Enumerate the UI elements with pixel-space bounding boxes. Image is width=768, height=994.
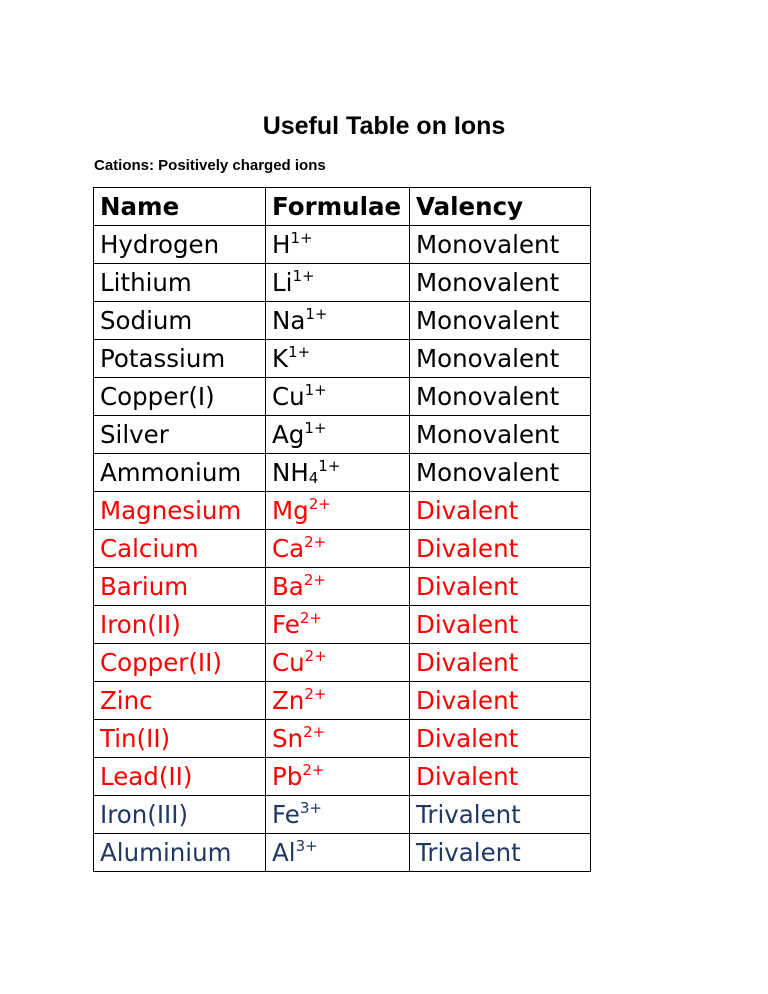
ion-valency: Trivalent — [410, 796, 591, 834]
ion-name: Zinc — [94, 682, 266, 720]
ion-name: Barium — [94, 568, 266, 606]
ion-formula — [266, 340, 410, 378]
ion-valency: Monovalent — [410, 226, 591, 264]
ion-valency: Monovalent — [410, 302, 591, 340]
table-row — [94, 644, 591, 682]
ion-formula — [266, 758, 410, 796]
ion-formula — [266, 720, 410, 758]
ion-valency: Divalent — [410, 492, 591, 530]
ion-valency: Monovalent — [410, 264, 591, 302]
page-title: Useful Table on Ions — [262, 112, 506, 140]
ion-name: Copper(II) — [94, 644, 266, 682]
table-row — [94, 454, 591, 492]
ion-valency: Divalent — [410, 758, 591, 796]
ion-formula — [266, 454, 410, 492]
table-row — [94, 530, 591, 568]
ion-formula — [266, 530, 410, 568]
table-row — [94, 226, 591, 264]
formula-charge: 2+ — [303, 723, 326, 741]
formula-charge: 2+ — [304, 685, 327, 703]
table-row — [94, 796, 591, 834]
formula-charge: 1+ — [288, 343, 311, 361]
ion-name: Sodium — [94, 302, 266, 340]
ion-name: Tin(II) — [94, 720, 266, 758]
formula-charge: 2+ — [304, 533, 327, 551]
ion-formula — [266, 796, 410, 834]
ion-formula — [266, 492, 410, 530]
formula-symbol: Ag — [272, 420, 305, 449]
ion-formula — [266, 378, 410, 416]
formula-charge: 2+ — [304, 647, 327, 665]
table-row — [94, 416, 591, 454]
ion-name: Iron(II) — [94, 606, 266, 644]
formula-symbol: Ba — [272, 572, 304, 601]
formula-charge: 3+ — [299, 799, 322, 817]
formula-charge: 1+ — [304, 381, 327, 399]
header-valency: Valency — [410, 188, 591, 226]
table-row — [94, 302, 591, 340]
ion-valency: Divalent — [410, 530, 591, 568]
ion-valency: Divalent — [410, 682, 591, 720]
formula-symbol: Li — [272, 268, 293, 297]
header-row — [94, 188, 591, 226]
ion-name: Iron(III) — [94, 796, 266, 834]
formula-charge: 1+ — [305, 305, 328, 323]
ion-valency: Monovalent — [410, 378, 591, 416]
formula-symbol: Sn — [272, 724, 304, 753]
ion-formula — [266, 302, 410, 340]
ion-name: Copper(I) — [94, 378, 266, 416]
ion-name: Ammonium — [94, 454, 266, 492]
formula-symbol: Fe — [272, 800, 300, 829]
ion-formula — [266, 834, 410, 872]
formula-symbol: Cu — [272, 382, 305, 411]
ion-valency: Monovalent — [410, 454, 591, 492]
formula-symbol: Ca — [272, 534, 305, 563]
header-formula: Formulae — [266, 188, 410, 226]
table-row — [94, 378, 591, 416]
table-row — [94, 758, 591, 796]
ion-name: Silver — [94, 416, 266, 454]
ion-name: Aluminium — [94, 834, 266, 872]
ion-valency: Divalent — [410, 644, 591, 682]
table-row — [94, 264, 591, 302]
ions-table — [93, 187, 591, 872]
ion-formula — [266, 264, 410, 302]
ion-valency: Monovalent — [410, 340, 591, 378]
formula-symbol: Cu — [272, 648, 305, 677]
table-row — [94, 568, 591, 606]
ion-formula — [266, 416, 410, 454]
ion-valency: Divalent — [410, 568, 591, 606]
formula-charge: 2+ — [302, 761, 325, 779]
ion-formula — [266, 644, 410, 682]
formula-charge: 1+ — [304, 419, 327, 437]
ion-valency: Trivalent — [410, 834, 591, 872]
formula-charge: 2+ — [303, 571, 326, 589]
formula-symbol: Zn — [272, 686, 305, 715]
ion-name: Potassium — [94, 340, 266, 378]
ion-name: Lead(II) — [94, 758, 266, 796]
ion-name: Magnesium — [94, 492, 266, 530]
formula-charge: 1+ — [290, 229, 313, 247]
ion-formula — [266, 682, 410, 720]
formula-charge: 2+ — [299, 609, 322, 627]
ion-name: Lithium — [94, 264, 266, 302]
formula-charge: 1+ — [318, 457, 341, 475]
formula-symbol: K — [272, 344, 289, 373]
table-row — [94, 720, 591, 758]
ion-valency: Divalent — [410, 606, 591, 644]
formula-subscript: 4 — [308, 469, 319, 487]
table-row — [94, 682, 591, 720]
formula-symbol: Al — [272, 838, 296, 867]
ion-formula — [266, 226, 410, 264]
table-subtitle: Cations: Positively charged ions — [94, 157, 326, 174]
table-row — [94, 340, 591, 378]
formula-symbol: Na — [272, 306, 306, 335]
ion-valency: Monovalent — [410, 416, 591, 454]
ion-name: Hydrogen — [94, 226, 266, 264]
table-row — [94, 834, 591, 872]
formula-symbol: NH — [272, 458, 309, 487]
table-row — [94, 606, 591, 644]
ion-formula — [266, 606, 410, 644]
formula-symbol: H — [272, 230, 291, 259]
table-row — [94, 492, 591, 530]
header-name: Name — [94, 188, 266, 226]
formula-charge: 3+ — [295, 837, 318, 855]
ion-valency: Divalent — [410, 720, 591, 758]
formula-charge: 1+ — [292, 267, 315, 285]
formula-symbol: Pb — [272, 762, 303, 791]
ion-name: Calcium — [94, 530, 266, 568]
formula-symbol: Fe — [272, 610, 300, 639]
formula-symbol: Mg — [272, 496, 309, 525]
formula-charge: 2+ — [308, 495, 331, 513]
ion-formula — [266, 568, 410, 606]
